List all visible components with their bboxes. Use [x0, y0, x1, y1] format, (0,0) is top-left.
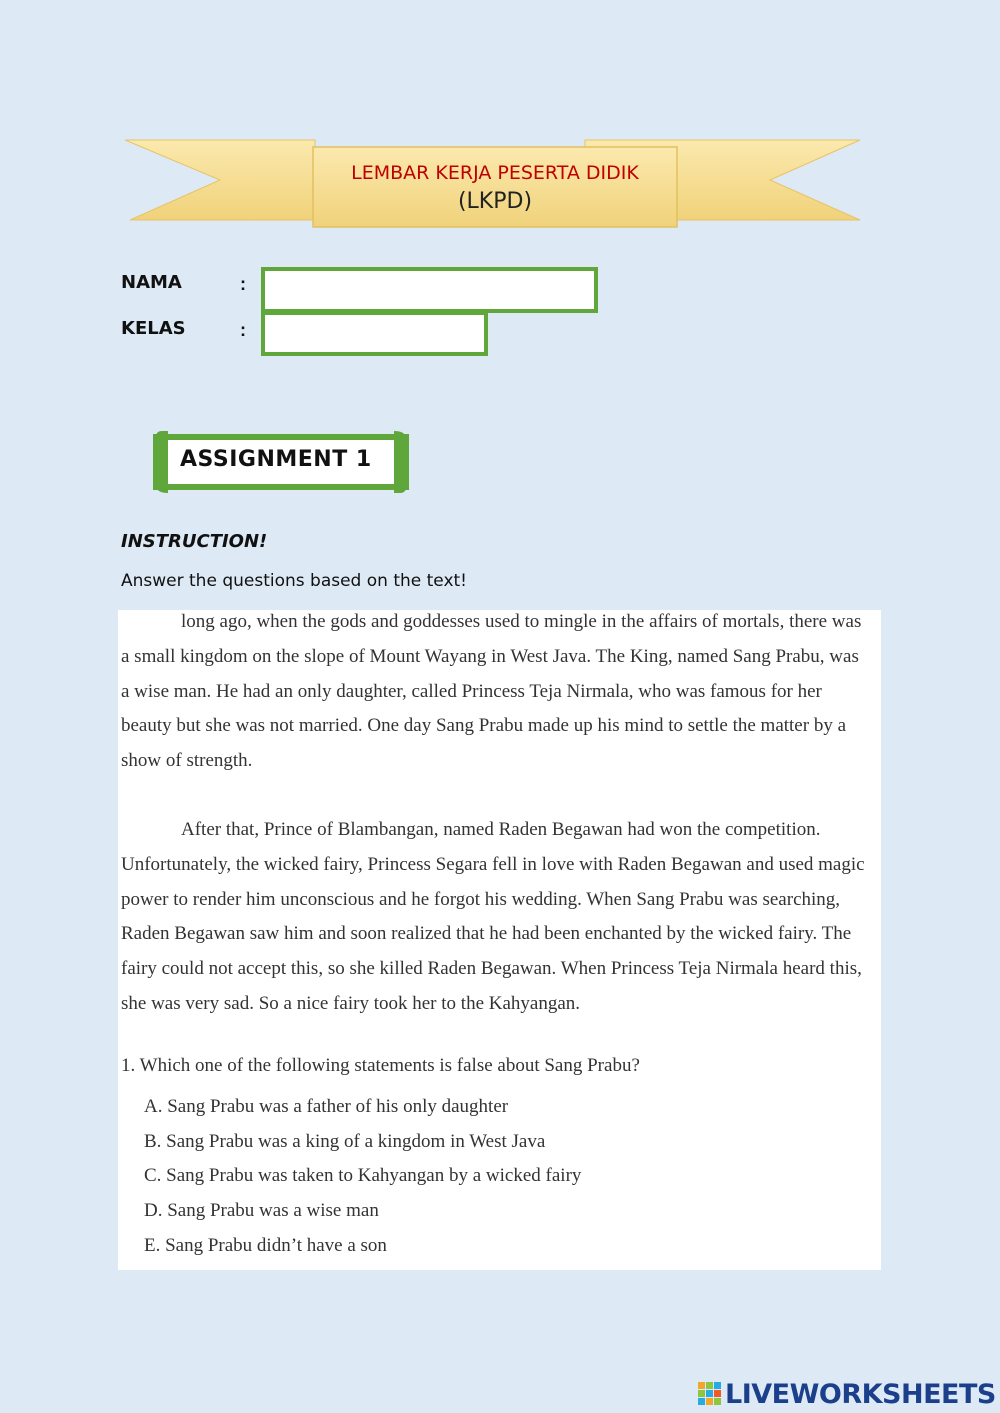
reading-paragraph-1: long ago, when the gods and goddesses used to mingle in the affairs of mortals, there was a small kingdom on the slope of Mount Wayang in West Java. The King, named Sang Prabu, was a wise man. He had an only daughter, called Princess Teja Nirmala, who was famous for her beauty but she was not married. One day Sang Prabu made up his mind to settle the matter by a show of strength. [121, 611, 862, 772]
nama-colon: : [240, 274, 246, 294]
nama-label: NAMA [121, 272, 182, 293]
reading-box [118, 610, 881, 1270]
kelas-field[interactable] [261, 311, 488, 356]
question-1: 1. Which one of the following statements is false about Sang Prabu? [121, 1055, 640, 1076]
assignment-title: ASSIGNMENT 1 [180, 447, 372, 472]
kelas-colon: : [240, 320, 246, 340]
instruction-heading: INSTRUCTION! [121, 531, 268, 552]
option-b[interactable]: B. Sang Prabu was a king of a kingdom in West Java [144, 1131, 546, 1152]
ribbon-shape [125, 135, 865, 235]
assignment-scroll [150, 425, 412, 499]
banner-title: LEMBAR KERJA PESERTA DIDIK [351, 162, 639, 184]
kelas-label: KELAS [121, 318, 186, 339]
liveworksheets-logo[interactable] [697, 1377, 996, 1411]
banner-subtitle: (LKPD) [457, 189, 533, 214]
option-c[interactable]: C. Sang Prabu was taken to Kahyangan by a wicked fairy [144, 1165, 582, 1186]
option-a[interactable]: A. Sang Prabu was a father of his only daughter [144, 1096, 509, 1117]
header-banner [125, 135, 865, 235]
option-e[interactable]: E. Sang Prabu didn’t have a son [144, 1235, 387, 1256]
reading-paragraph-2: After that, Prince of Blambangan, named Raden Begawan had won the competition. Unfortunately, the wicked fairy, Princess Segara fell in love with Raden Begawan and used magic power to render him unconscious and he forgot his wedding. When Sang Prabu was searching, Raden Begawan saw him and soon realized that he had been enchanted by the wicked fairy. The fairy could not accept this, so she killed Raden Begawan. When Princess Teja Nirmala heard this, she was very sad. So a nice fairy took her to the Kahyangan. [121, 819, 865, 1014]
logo-text: LIVEWORKSHEETS [725, 1378, 996, 1410]
instruction-text: Answer the questions based on the text! [121, 571, 467, 591]
liveworksheets-logo-icon [697, 1381, 723, 1407]
option-d[interactable]: D. Sang Prabu was a wise man [144, 1200, 379, 1221]
nama-field[interactable] [261, 267, 598, 313]
